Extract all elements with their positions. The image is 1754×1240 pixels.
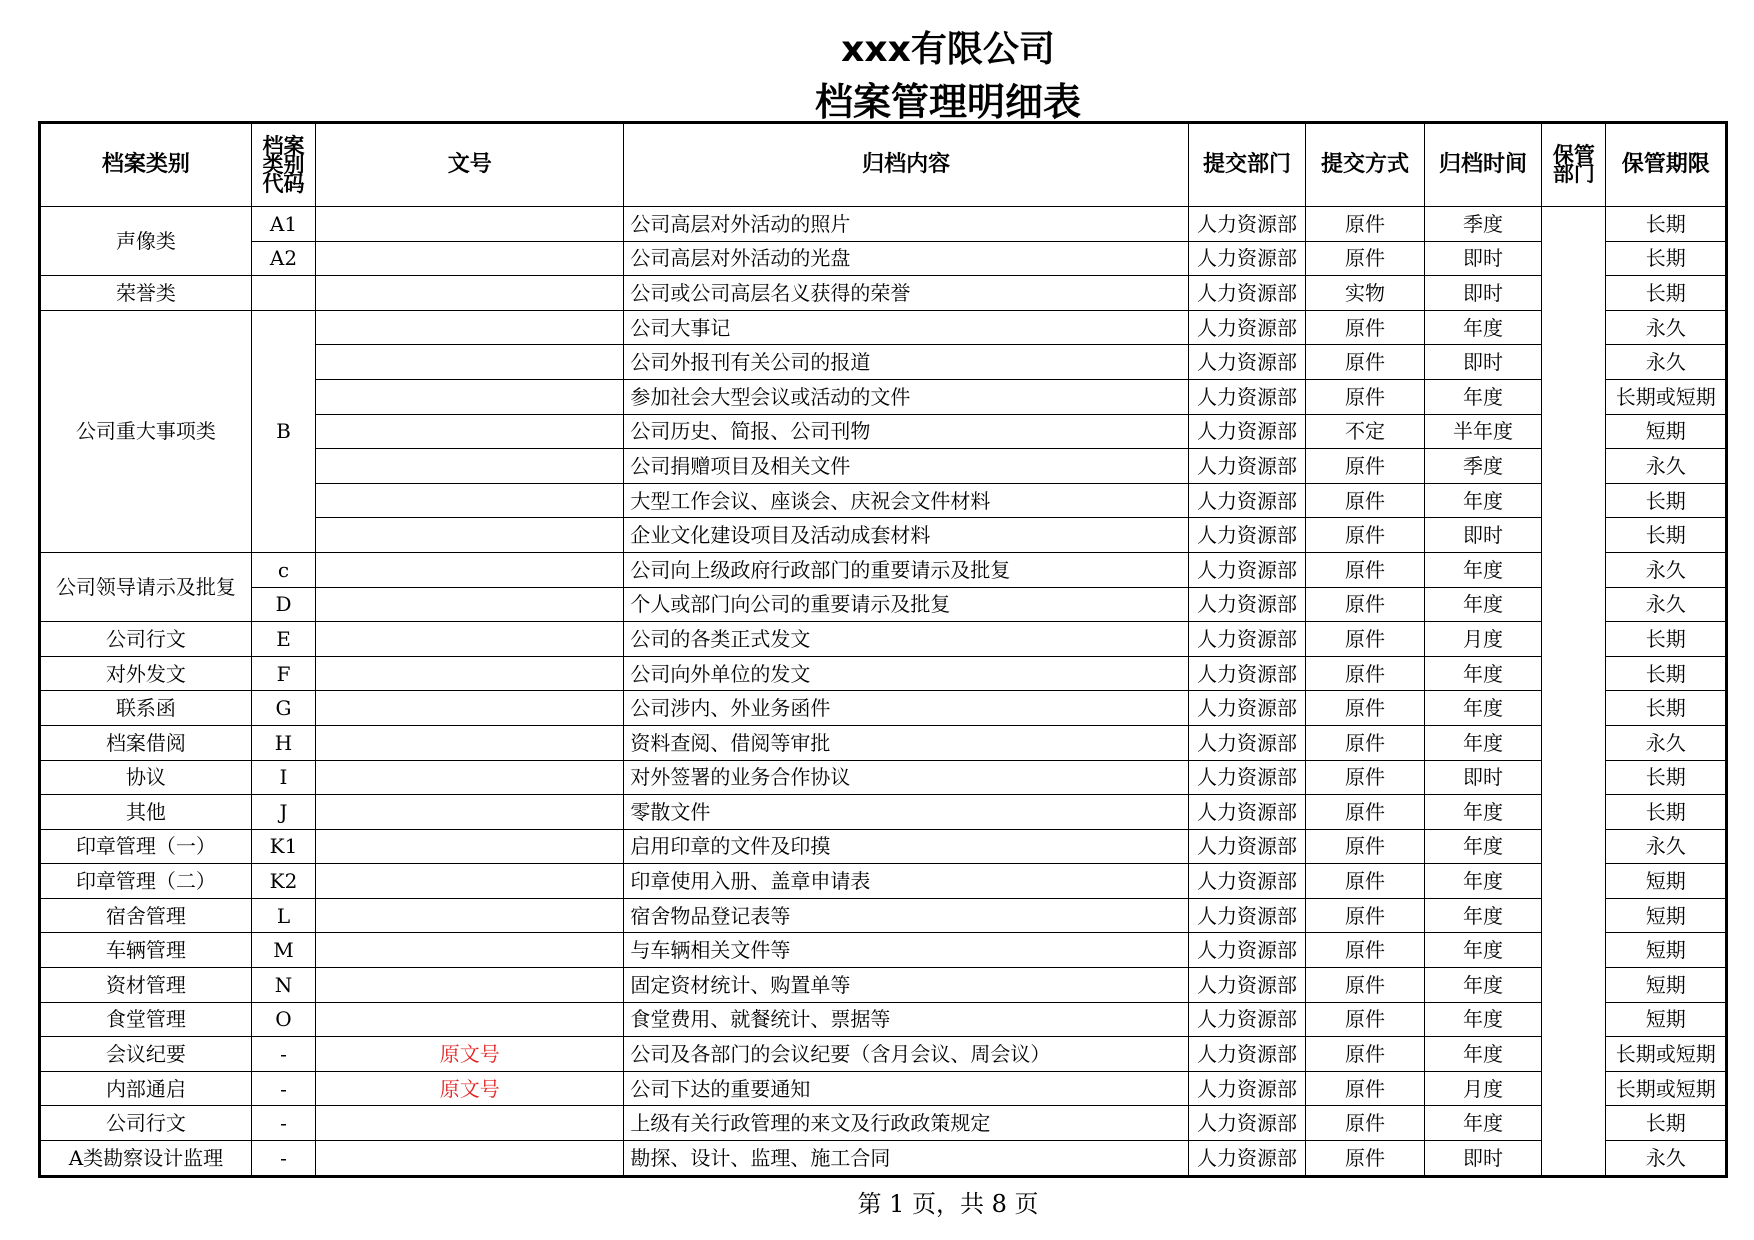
- time-cell: 季度: [1424, 207, 1541, 242]
- col-header-period: 保管期限: [1606, 124, 1726, 207]
- period-cell: 永久: [1606, 1141, 1726, 1176]
- content-cell: 公司高层对外活动的照片: [624, 207, 1188, 242]
- table-row: [41, 725, 1726, 760]
- docno-cell: [316, 864, 624, 899]
- dept-cell: 人力资源部: [1188, 345, 1305, 380]
- code-cell: -: [251, 1141, 315, 1176]
- dept-cell: 人力资源部: [1188, 656, 1305, 691]
- code-cell: O: [251, 1002, 315, 1037]
- custodian-cell: [1542, 725, 1606, 760]
- category-cell: 公司领导请示及批复: [41, 552, 252, 621]
- period-cell: 永久: [1606, 345, 1726, 380]
- docno-cell: [316, 241, 624, 276]
- content-cell: 公司涉内、外业务函件: [624, 691, 1188, 726]
- custodian-cell: [1542, 310, 1606, 345]
- code-cell: -: [251, 1037, 315, 1072]
- method-cell: 原件: [1306, 449, 1424, 484]
- table-row: [41, 1002, 1726, 1037]
- dept-cell: 人力资源部: [1188, 276, 1305, 311]
- table-row: [41, 310, 1726, 345]
- custodian-cell: [1542, 241, 1606, 276]
- method-cell: 原件: [1306, 552, 1424, 587]
- custodian-cell: [1542, 379, 1606, 414]
- custodian-cell: [1542, 483, 1606, 518]
- method-cell: 原件: [1306, 933, 1424, 968]
- code-cell: -: [251, 1106, 315, 1141]
- method-cell: 原件: [1306, 656, 1424, 691]
- content-cell: 公司外报刊有关公司的报道: [624, 345, 1188, 380]
- docno-cell: [316, 379, 624, 414]
- page-footer: 第 1 页，共 8 页: [857, 1190, 1039, 1218]
- time-cell: 年度: [1424, 656, 1541, 691]
- header-row: [41, 124, 1726, 207]
- method-cell: 原件: [1306, 1071, 1424, 1106]
- category-cell: 公司重大事项类: [41, 310, 252, 552]
- table-row: [41, 1106, 1726, 1141]
- docno-cell: [316, 1002, 624, 1037]
- dept-cell: 人力资源部: [1188, 864, 1305, 899]
- period-cell: 短期: [1606, 933, 1726, 968]
- code-cell: I: [251, 760, 315, 795]
- table-row: [41, 933, 1726, 968]
- method-cell: 原件: [1306, 864, 1424, 899]
- col-header-code: [251, 124, 315, 207]
- method-cell: 原件: [1306, 241, 1424, 276]
- dept-cell: 人力资源部: [1188, 1141, 1305, 1176]
- method-cell: 原件: [1306, 310, 1424, 345]
- table-row: [41, 829, 1726, 864]
- period-cell: 长期: [1606, 483, 1726, 518]
- col-header-docno: 文号: [316, 124, 624, 207]
- code-cell: D: [251, 587, 315, 622]
- method-cell: 实物: [1306, 276, 1424, 311]
- dept-cell: 人力资源部: [1188, 379, 1305, 414]
- content-cell: 与车辆相关文件等: [624, 933, 1188, 968]
- dept-cell: 人力资源部: [1188, 414, 1305, 449]
- code-cell: G: [251, 691, 315, 726]
- dept-cell: 人力资源部: [1188, 933, 1305, 968]
- dept-cell: 人力资源部: [1188, 795, 1305, 830]
- time-cell: 即时: [1424, 1141, 1541, 1176]
- category-cell: 档案借阅: [41, 725, 252, 760]
- code-cell: K1: [251, 829, 315, 864]
- content-cell: 公司下达的重要通知: [624, 1071, 1188, 1106]
- content-cell: 启用印章的文件及印摸: [624, 829, 1188, 864]
- table-row: [41, 898, 1726, 933]
- docno-cell: [316, 449, 624, 484]
- custodian-cell: [1542, 587, 1606, 622]
- time-cell: 月度: [1424, 622, 1541, 657]
- custodian-cell: [1542, 1037, 1606, 1072]
- dept-cell: 人力资源部: [1188, 1106, 1305, 1141]
- time-cell: 年度: [1424, 552, 1541, 587]
- table-row: [41, 207, 1726, 242]
- method-cell: 原件: [1306, 829, 1424, 864]
- col-header-code-text: 档案类别代码: [262, 133, 305, 196]
- category-cell: 车辆管理: [41, 933, 252, 968]
- custodian-cell: [1542, 449, 1606, 484]
- col-header-method: 提交方式: [1306, 124, 1424, 207]
- time-cell: 年度: [1424, 864, 1541, 899]
- custodian-cell: [1542, 414, 1606, 449]
- time-cell: 年度: [1424, 691, 1541, 726]
- custodian-cell: [1542, 933, 1606, 968]
- dept-cell: 人力资源部: [1188, 898, 1305, 933]
- custodian-cell: [1542, 518, 1606, 553]
- content-cell: 公司及各部门的会议纪要（含月会议、周会议）: [624, 1037, 1188, 1072]
- method-cell: 原件: [1306, 518, 1424, 553]
- dept-cell: 人力资源部: [1188, 310, 1305, 345]
- content-cell: 资料查阅、借阅等审批: [624, 725, 1188, 760]
- time-cell: 即时: [1424, 518, 1541, 553]
- period-cell: 长期: [1606, 795, 1726, 830]
- method-cell: 原件: [1306, 898, 1424, 933]
- time-cell: 年度: [1424, 483, 1541, 518]
- docno-cell: [316, 691, 624, 726]
- category-cell: 联系函: [41, 691, 252, 726]
- period-cell: 永久: [1606, 725, 1726, 760]
- period-cell: 长期或短期: [1606, 1037, 1726, 1072]
- dept-cell: 人力资源部: [1188, 1037, 1305, 1072]
- content-cell: 公司的各类正式发文: [624, 622, 1188, 657]
- custodian-cell: [1542, 1106, 1606, 1141]
- method-cell: 原件: [1306, 345, 1424, 380]
- docno-cell: [316, 829, 624, 864]
- period-cell: 长期: [1606, 691, 1726, 726]
- table-row: [41, 587, 1726, 622]
- dept-cell: 人力资源部: [1188, 207, 1305, 242]
- content-cell: 固定资材统计、购置单等: [624, 968, 1188, 1003]
- time-cell: 年度: [1424, 587, 1541, 622]
- code-cell: B: [251, 310, 315, 552]
- custodian-cell: [1542, 656, 1606, 691]
- time-cell: 年度: [1424, 1002, 1541, 1037]
- archive-table: [40, 123, 1726, 1176]
- code-cell: N: [251, 968, 315, 1003]
- docno-cell: [316, 345, 624, 380]
- dept-cell: 人力资源部: [1188, 552, 1305, 587]
- time-cell: 年度: [1424, 1106, 1541, 1141]
- time-cell: 年度: [1424, 1037, 1541, 1072]
- content-cell: 个人或部门向公司的重要请示及批复: [624, 587, 1188, 622]
- docno-cell: [316, 587, 624, 622]
- code-cell: L: [251, 898, 315, 933]
- method-cell: 原件: [1306, 968, 1424, 1003]
- docno-cell: [316, 552, 624, 587]
- time-cell: 即时: [1424, 760, 1541, 795]
- custodian-cell: [1542, 345, 1606, 380]
- docno-cell: [316, 898, 624, 933]
- content-cell: 公司高层对外活动的光盘: [624, 241, 1188, 276]
- time-cell: 月度: [1424, 1071, 1541, 1106]
- method-cell: 原件: [1306, 483, 1424, 518]
- period-cell: 长期: [1606, 622, 1726, 657]
- code-cell: J: [251, 795, 315, 830]
- period-cell: 长期: [1606, 518, 1726, 553]
- docno-cell: [316, 622, 624, 657]
- code-cell: K2: [251, 864, 315, 899]
- docno-cell: 原文号: [316, 1071, 624, 1106]
- period-cell: 长期: [1606, 656, 1726, 691]
- custodian-cell: [1542, 898, 1606, 933]
- method-cell: 原件: [1306, 1002, 1424, 1037]
- custodian-cell: [1542, 968, 1606, 1003]
- docno-cell: [316, 725, 624, 760]
- table-row: [41, 691, 1726, 726]
- time-cell: 年度: [1424, 795, 1541, 830]
- method-cell: 原件: [1306, 1037, 1424, 1072]
- time-cell: 年度: [1424, 829, 1541, 864]
- code-cell: E: [251, 622, 315, 657]
- dept-cell: 人力资源部: [1188, 968, 1305, 1003]
- table-row: [41, 1141, 1726, 1176]
- time-cell: 季度: [1424, 449, 1541, 484]
- custodian-cell: [1542, 1071, 1606, 1106]
- page-title: 档案管理明细表: [814, 80, 1081, 124]
- table-row: [41, 1071, 1726, 1106]
- content-cell: 公司或公司高层名义获得的荣誉: [624, 276, 1188, 311]
- docno-cell: [316, 760, 624, 795]
- col-header-custodian: [1542, 124, 1606, 207]
- time-cell: 年度: [1424, 933, 1541, 968]
- period-cell: 短期: [1606, 864, 1726, 899]
- docno-cell: [316, 276, 624, 311]
- content-cell: 对外签署的业务合作协议: [624, 760, 1188, 795]
- custodian-cell: [1542, 829, 1606, 864]
- table-row: [41, 656, 1726, 691]
- dept-cell: 人力资源部: [1188, 829, 1305, 864]
- time-cell: 年度: [1424, 379, 1541, 414]
- method-cell: 原件: [1306, 760, 1424, 795]
- dept-cell: 人力资源部: [1188, 1071, 1305, 1106]
- custodian-cell: [1542, 1141, 1606, 1176]
- docno-cell: [316, 1141, 624, 1176]
- dept-cell: 人力资源部: [1188, 725, 1305, 760]
- period-cell: 长期: [1606, 241, 1726, 276]
- period-cell: 永久: [1606, 449, 1726, 484]
- time-cell: 年度: [1424, 898, 1541, 933]
- table-row: [41, 622, 1726, 657]
- content-cell: 大型工作会议、座谈会、庆祝会文件材料: [624, 483, 1188, 518]
- category-cell: 声像类: [41, 207, 252, 276]
- time-cell: 即时: [1424, 276, 1541, 311]
- method-cell: 不定: [1306, 414, 1424, 449]
- custodian-cell: [1542, 864, 1606, 899]
- content-cell: 公司向上级政府行政部门的重要请示及批复: [624, 552, 1188, 587]
- col-header-time: 归档时间: [1424, 124, 1541, 207]
- docno-cell: [316, 1106, 624, 1141]
- period-cell: 短期: [1606, 968, 1726, 1003]
- table-row: [41, 276, 1726, 311]
- method-cell: 原件: [1306, 691, 1424, 726]
- time-cell: 半年度: [1424, 414, 1541, 449]
- table-row: [41, 552, 1726, 587]
- docno-cell: [316, 968, 624, 1003]
- period-cell: 短期: [1606, 898, 1726, 933]
- docno-cell: [316, 795, 624, 830]
- method-cell: 原件: [1306, 622, 1424, 657]
- period-cell: 长期: [1606, 760, 1726, 795]
- period-cell: 长期或短期: [1606, 379, 1726, 414]
- period-cell: 永久: [1606, 552, 1726, 587]
- dept-cell: 人力资源部: [1188, 691, 1305, 726]
- code-cell: F: [251, 656, 315, 691]
- content-cell: 宿舍物品登记表等: [624, 898, 1188, 933]
- method-cell: 原件: [1306, 207, 1424, 242]
- docno-cell: [316, 207, 624, 242]
- content-cell: 公司大事记: [624, 310, 1188, 345]
- code-cell: -: [251, 1071, 315, 1106]
- content-cell: 勘探、设计、监理、施工合同: [624, 1141, 1188, 1176]
- docno-cell: [316, 414, 624, 449]
- table-row: [41, 241, 1726, 276]
- col-header-custodian-text: 保管部门: [1552, 143, 1595, 186]
- dept-cell: 人力资源部: [1188, 587, 1305, 622]
- method-cell: 原件: [1306, 725, 1424, 760]
- period-cell: 短期: [1606, 1002, 1726, 1037]
- time-cell: 年度: [1424, 968, 1541, 1003]
- code-cell: A1: [251, 207, 315, 242]
- col-header-content: 归档内容: [624, 124, 1188, 207]
- content-cell: 公司捐赠项目及相关文件: [624, 449, 1188, 484]
- custodian-cell: [1542, 795, 1606, 830]
- time-cell: 即时: [1424, 241, 1541, 276]
- table-body: [41, 207, 1726, 1176]
- time-cell: 年度: [1424, 310, 1541, 345]
- custodian-cell: [1542, 622, 1606, 657]
- custodian-cell: [1542, 691, 1606, 726]
- content-cell: 公司向外单位的发文: [624, 656, 1188, 691]
- period-cell: 长期: [1606, 276, 1726, 311]
- dept-cell: 人力资源部: [1188, 622, 1305, 657]
- table-row: [41, 760, 1726, 795]
- docno-cell: [316, 518, 624, 553]
- category-cell: 会议纪要: [41, 1037, 252, 1072]
- period-cell: 永久: [1606, 310, 1726, 345]
- content-cell: 食堂费用、就餐统计、票据等: [624, 1002, 1188, 1037]
- docno-cell: [316, 310, 624, 345]
- dept-cell: 人力资源部: [1188, 1002, 1305, 1037]
- code-cell: A2: [251, 241, 315, 276]
- code-cell: [251, 276, 315, 311]
- table-row: [41, 968, 1726, 1003]
- period-cell: 长期或短期: [1606, 1071, 1726, 1106]
- content-cell: 零散文件: [624, 795, 1188, 830]
- method-cell: 原件: [1306, 1106, 1424, 1141]
- company-title: xxx有限公司: [841, 29, 1055, 70]
- time-cell: 即时: [1424, 345, 1541, 380]
- category-cell: 印章管理（二）: [41, 864, 252, 899]
- dept-cell: 人力资源部: [1188, 518, 1305, 553]
- category-cell: 内部通启: [41, 1071, 252, 1106]
- content-cell: 印章使用入册、盖章申请表: [624, 864, 1188, 899]
- method-cell: 原件: [1306, 1141, 1424, 1176]
- custodian-cell: [1542, 1002, 1606, 1037]
- category-cell: 荣誉类: [41, 276, 252, 311]
- dept-cell: 人力资源部: [1188, 483, 1305, 518]
- period-cell: 长期: [1606, 207, 1726, 242]
- content-cell: 公司历史、简报、公司刊物: [624, 414, 1188, 449]
- docno-cell: [316, 933, 624, 968]
- period-cell: 长期: [1606, 1106, 1726, 1141]
- category-cell: 印章管理（一）: [41, 829, 252, 864]
- period-cell: 短期: [1606, 414, 1726, 449]
- dept-cell: 人力资源部: [1188, 449, 1305, 484]
- category-cell: 协议: [41, 760, 252, 795]
- custodian-cell: [1542, 760, 1606, 795]
- docno-cell: 原文号: [316, 1037, 624, 1072]
- table-row: [41, 1037, 1726, 1072]
- period-cell: 永久: [1606, 829, 1726, 864]
- dept-cell: 人力资源部: [1188, 241, 1305, 276]
- category-cell: 其他: [41, 795, 252, 830]
- docno-cell: [316, 483, 624, 518]
- code-cell: H: [251, 725, 315, 760]
- table-row: [41, 864, 1726, 899]
- dept-cell: 人力资源部: [1188, 760, 1305, 795]
- method-cell: 原件: [1306, 587, 1424, 622]
- custodian-cell: [1542, 207, 1606, 242]
- method-cell: 原件: [1306, 379, 1424, 414]
- period-cell: 永久: [1606, 587, 1726, 622]
- category-cell: 公司行文: [41, 1106, 252, 1141]
- custodian-cell: [1542, 276, 1606, 311]
- table-row: [41, 795, 1726, 830]
- col-header-category: 档案类别: [41, 124, 252, 207]
- code-cell: c: [251, 552, 315, 587]
- archive-table-container: [40, 123, 1726, 1178]
- time-cell: 年度: [1424, 725, 1541, 760]
- category-cell: 资材管理: [41, 968, 252, 1003]
- category-cell: A类勘察设计监理: [41, 1141, 252, 1176]
- content-cell: 参加社会大型会议或活动的文件: [624, 379, 1188, 414]
- category-cell: 对外发文: [41, 656, 252, 691]
- method-cell: 原件: [1306, 795, 1424, 830]
- category-cell: 食堂管理: [41, 1002, 252, 1037]
- category-cell: 宿舍管理: [41, 898, 252, 933]
- category-cell: 公司行文: [41, 622, 252, 657]
- col-header-dept: 提交部门: [1188, 124, 1305, 207]
- content-cell: 企业文化建设项目及活动成套材料: [624, 518, 1188, 553]
- custodian-cell: [1542, 552, 1606, 587]
- code-cell: M: [251, 933, 315, 968]
- docno-cell: [316, 656, 624, 691]
- content-cell: 上级有关行政管理的来文及行政政策规定: [624, 1106, 1188, 1141]
